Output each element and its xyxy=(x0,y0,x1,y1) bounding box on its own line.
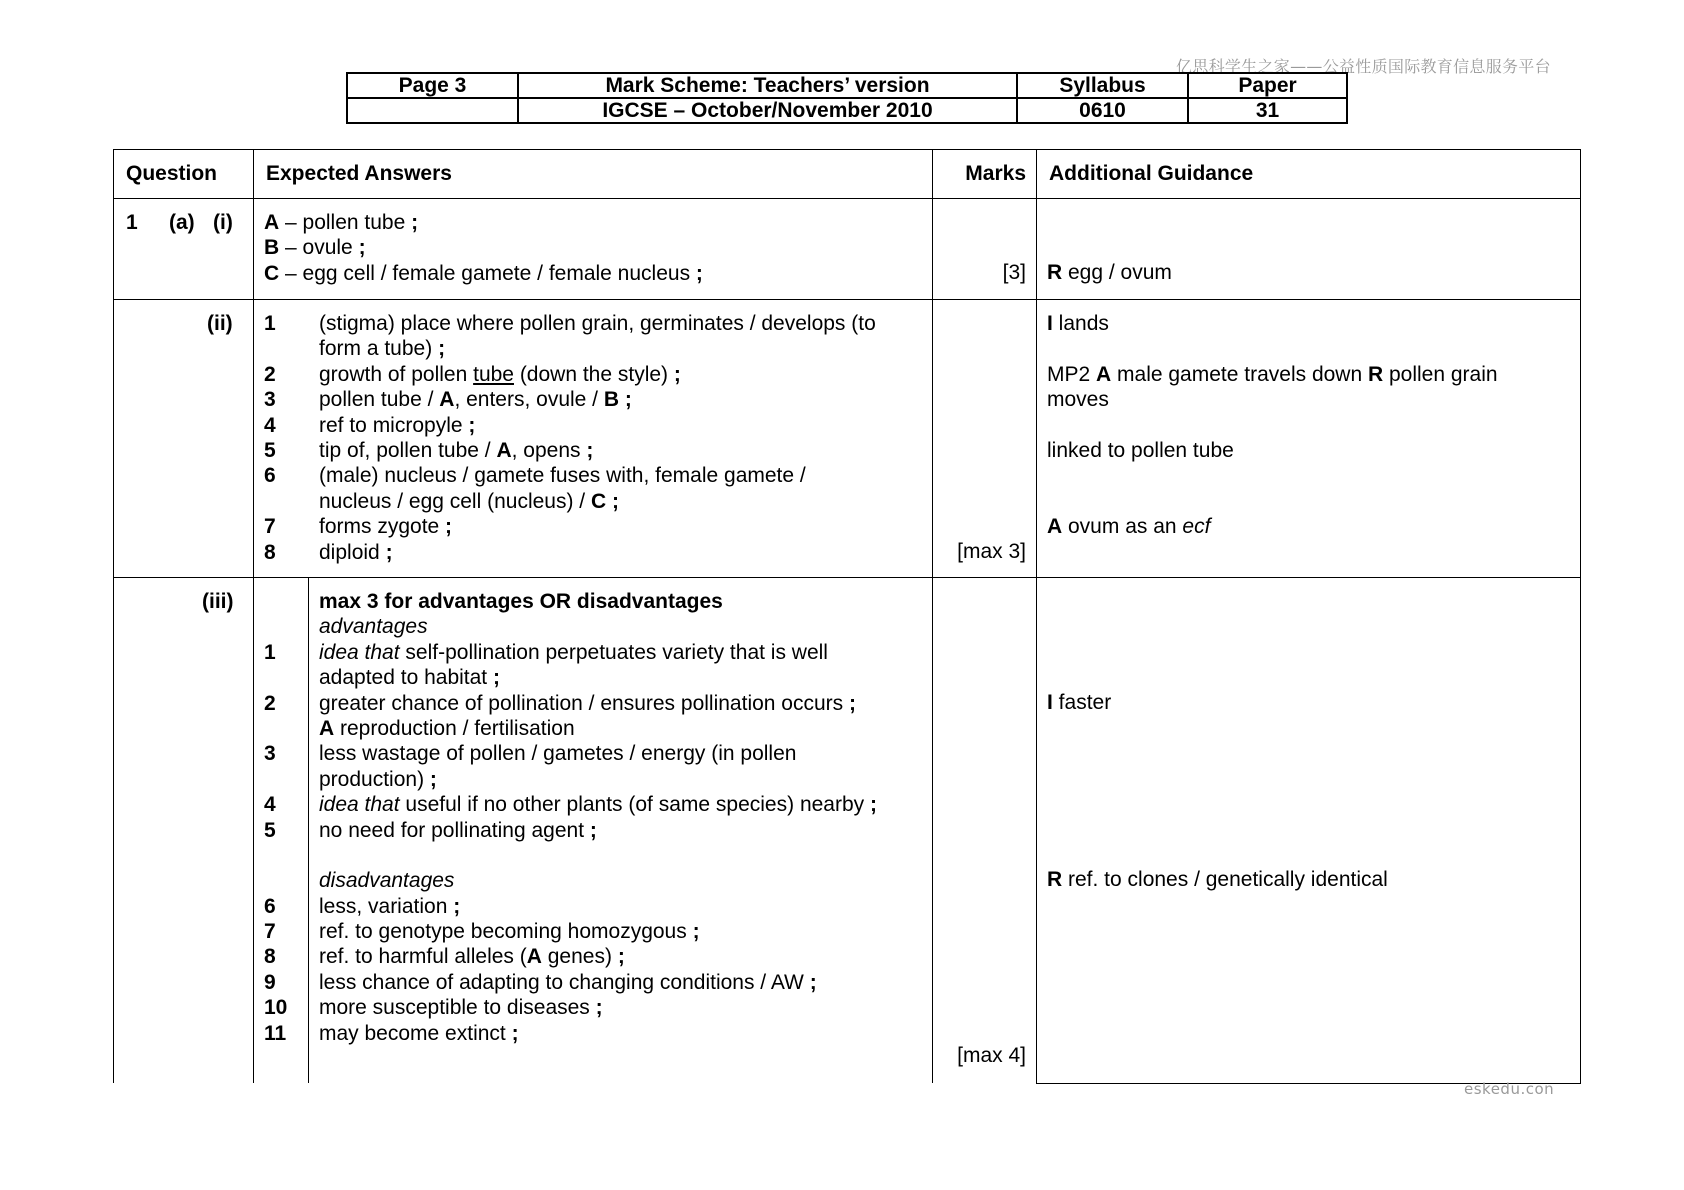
paper-label: Paper xyxy=(1188,73,1347,98)
col-question: Question xyxy=(114,150,254,199)
syllabus-label: Syllabus xyxy=(1017,73,1188,98)
question-subpart: (ii) xyxy=(207,312,233,335)
row-q1aii xyxy=(114,300,1581,578)
column-header-row xyxy=(114,150,1581,199)
point-numbers-cell xyxy=(254,578,309,1084)
question-part: (a) xyxy=(169,211,195,234)
row-q1ai xyxy=(114,199,1581,300)
exam-session: IGCSE – October/November 2010 xyxy=(518,98,1017,123)
question-subpart: (i) xyxy=(213,211,233,234)
header-empty-cell xyxy=(347,98,518,123)
guidance-cell: R egg / ovum xyxy=(1037,199,1581,300)
document-title: Mark Scheme: Teachers’ version xyxy=(518,73,1017,98)
syllabus-code: 0610 xyxy=(1017,98,1188,123)
answers-cell xyxy=(254,199,933,300)
question-cell xyxy=(114,300,254,578)
mark-scheme-table xyxy=(113,149,1581,1084)
question-number: 1 xyxy=(126,211,138,234)
guidance-cell: I faster R ref. to clones / genetically identical xyxy=(1037,578,1581,1084)
watermark-top: 亿思科学生之家——公益性质国际教育信息服务平台 xyxy=(1176,57,1551,76)
header-table xyxy=(346,72,1348,124)
marks-cell: [max 4] xyxy=(933,578,1037,1084)
point-numbers: 1 2 3 4 5 6 7 8 xyxy=(264,312,276,564)
col-marks: Marks xyxy=(933,150,1037,199)
question-cell xyxy=(114,199,254,300)
col-expected-answers: Expected Answers xyxy=(254,150,933,199)
answer-line: C – egg cell / female gamete / female nucleus ; xyxy=(264,261,703,285)
marks-cell: [3] xyxy=(933,199,1037,300)
col-additional-guidance: Additional Guidance xyxy=(1037,150,1581,199)
answers-cell xyxy=(309,578,933,1084)
paper-number: 31 xyxy=(1188,98,1347,123)
answer-line: B – ovule ; xyxy=(264,236,366,260)
marks-cell: [max 3] xyxy=(933,300,1037,578)
question-subpart: (iii) xyxy=(202,590,234,613)
watermark-bottom: eskedu.con xyxy=(1464,1080,1555,1098)
answer-points: (stigma) place where pollen grain, germinates / develops (to form a tube) ; growth of pollen tube (down the style) ; pollen tube / A, enters, ovule / B ; ref to micropyle ; tip of, pollen tube / A, opens ; (male) nucleus / gamete fuses with, female gamete / nucleus / egg cell (nucleus) / C ; forms zygote ; diploid ; xyxy=(319,312,876,564)
question-cell xyxy=(114,578,254,1084)
answer-line: A – pollen tube ; xyxy=(264,211,419,234)
page-number: Page 3 xyxy=(347,73,518,98)
answer-points: max 3 for advantages OR disadvantages advantages idea that self-pollination perpetuates variety that is well adapted to habitat ; greater chance of pollination / ensures pollination occurs ; A reproduction / fertilisation less wastage of pollen / gametes / energy (in pollen production) ; idea that useful if no other plants (of same species) nearby ; no need for pollinating agent ; disadvantages less, variation ; ref. to genotype becoming homozygous ; ref. to harmful alleles (A genes) ; less chance of adapting to changing conditions / AW ; more susceptible to diseases ; may become extinct ; xyxy=(319,590,877,1045)
row-q1aiii xyxy=(114,578,1581,1084)
answers-cell xyxy=(254,300,933,578)
point-numbers: 1 2 3 4 5 6 7 8 9 10 11 xyxy=(264,640,288,1045)
guidance-cell: I lands MP2 A male gamete travels down R pollen grain moves linked to pollen tube A ovum as an ecf xyxy=(1037,300,1581,578)
